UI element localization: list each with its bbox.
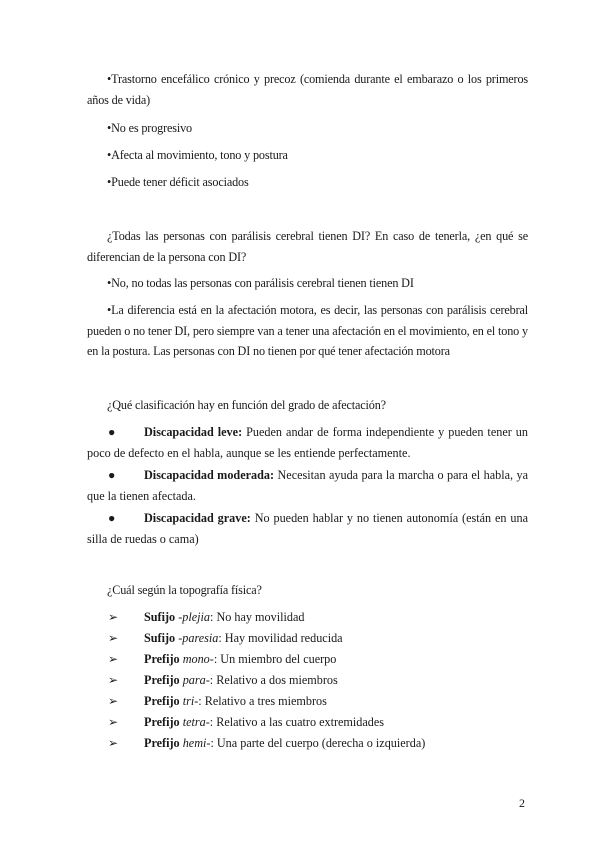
arrow-icon: ➢	[108, 610, 119, 624]
question-di: ¿Todas las personas con parálisis cerebral tienen DI? En caso de tenerla, ¿en qué se diferencian de la persona con DI?	[87, 229, 528, 264]
topografia-item: ➢ Sufijo -plejia: No hay movilidad	[108, 607, 304, 627]
arrow-icon: ➢	[108, 631, 119, 645]
question-topografia: ¿Cuál según la topografía física?	[107, 583, 262, 597]
arrow-icon: ➢	[108, 736, 119, 750]
intro-line-4: •Puede tener déficit asociados	[107, 175, 249, 189]
intro-line-2: •No es progresivo	[107, 121, 192, 135]
description: No pueden hablar y no tienen autonomía (están en una silla de ruedas o cama)	[87, 511, 528, 546]
bullet-icon: ●	[108, 511, 116, 525]
arrow-icon: ➢	[108, 652, 119, 666]
list-item-grave	[87, 508, 528, 549]
topografia-item: ➢ Prefijo tetra-: Relativo a las cuatro extremidades	[108, 712, 384, 732]
answer-di-1: •No, no todas las personas con parálisis cerebral tienen tienen DI	[107, 276, 414, 290]
question-clasificacion: ¿Qué clasificación hay en función del grado de afectación?	[107, 398, 386, 412]
bullet-icon: ●	[108, 468, 116, 482]
arrow-icon: ➢	[108, 715, 119, 729]
description: Pueden andar de forma independiente y pueden tener un poco de defecto en el habla, aunque se les entiende perfectamente.	[87, 425, 528, 460]
intro-line-3: •Afecta al movimiento, tono y postura	[107, 148, 288, 162]
description: Necesitan ayuda para la marcha o para el habla, ya que la tienen afectada.	[87, 468, 529, 503]
list-item-leve	[87, 422, 528, 463]
topografia-item: ➢ Prefijo tri-: Relativo a tres miembros	[108, 691, 327, 711]
topografia-item: ➢ Prefijo hemi-: Una parte del cuerpo (derecha o izquierda)	[108, 733, 425, 753]
topografia-item: ➢ Prefijo mono-: Un miembro del cuerpo	[108, 649, 336, 669]
term: Discapacidad moderada:	[144, 468, 275, 482]
answer-di-2: •La diferencia está en la afectación motora, es decir, las personas con parálisis cerebral pueden o no tener DI, pero siempre van a tener una afectación en el movimiento, en el tono y en la postura. Las personas con DI no tienen por qué tener afectación motora	[87, 303, 528, 358]
arrow-icon: ➢	[108, 694, 119, 708]
topografia-item: ➢ Prefijo para-: Relativo a dos miembros	[108, 670, 338, 690]
intro-line-1: •Trastorno encefálico crónico y precoz (comienda durante el embarazo o los primeros años de vida)	[87, 72, 528, 107]
page-number: 2	[519, 796, 525, 810]
term: Discapacidad grave:	[144, 511, 251, 525]
bullet-icon: ●	[108, 425, 116, 439]
arrow-icon: ➢	[108, 673, 119, 687]
topografia-item: ➢ Sufijo -paresia: Hay movilidad reducida	[108, 628, 343, 648]
list-item-moderada	[87, 465, 528, 506]
term: Discapacidad leve:	[144, 425, 243, 439]
